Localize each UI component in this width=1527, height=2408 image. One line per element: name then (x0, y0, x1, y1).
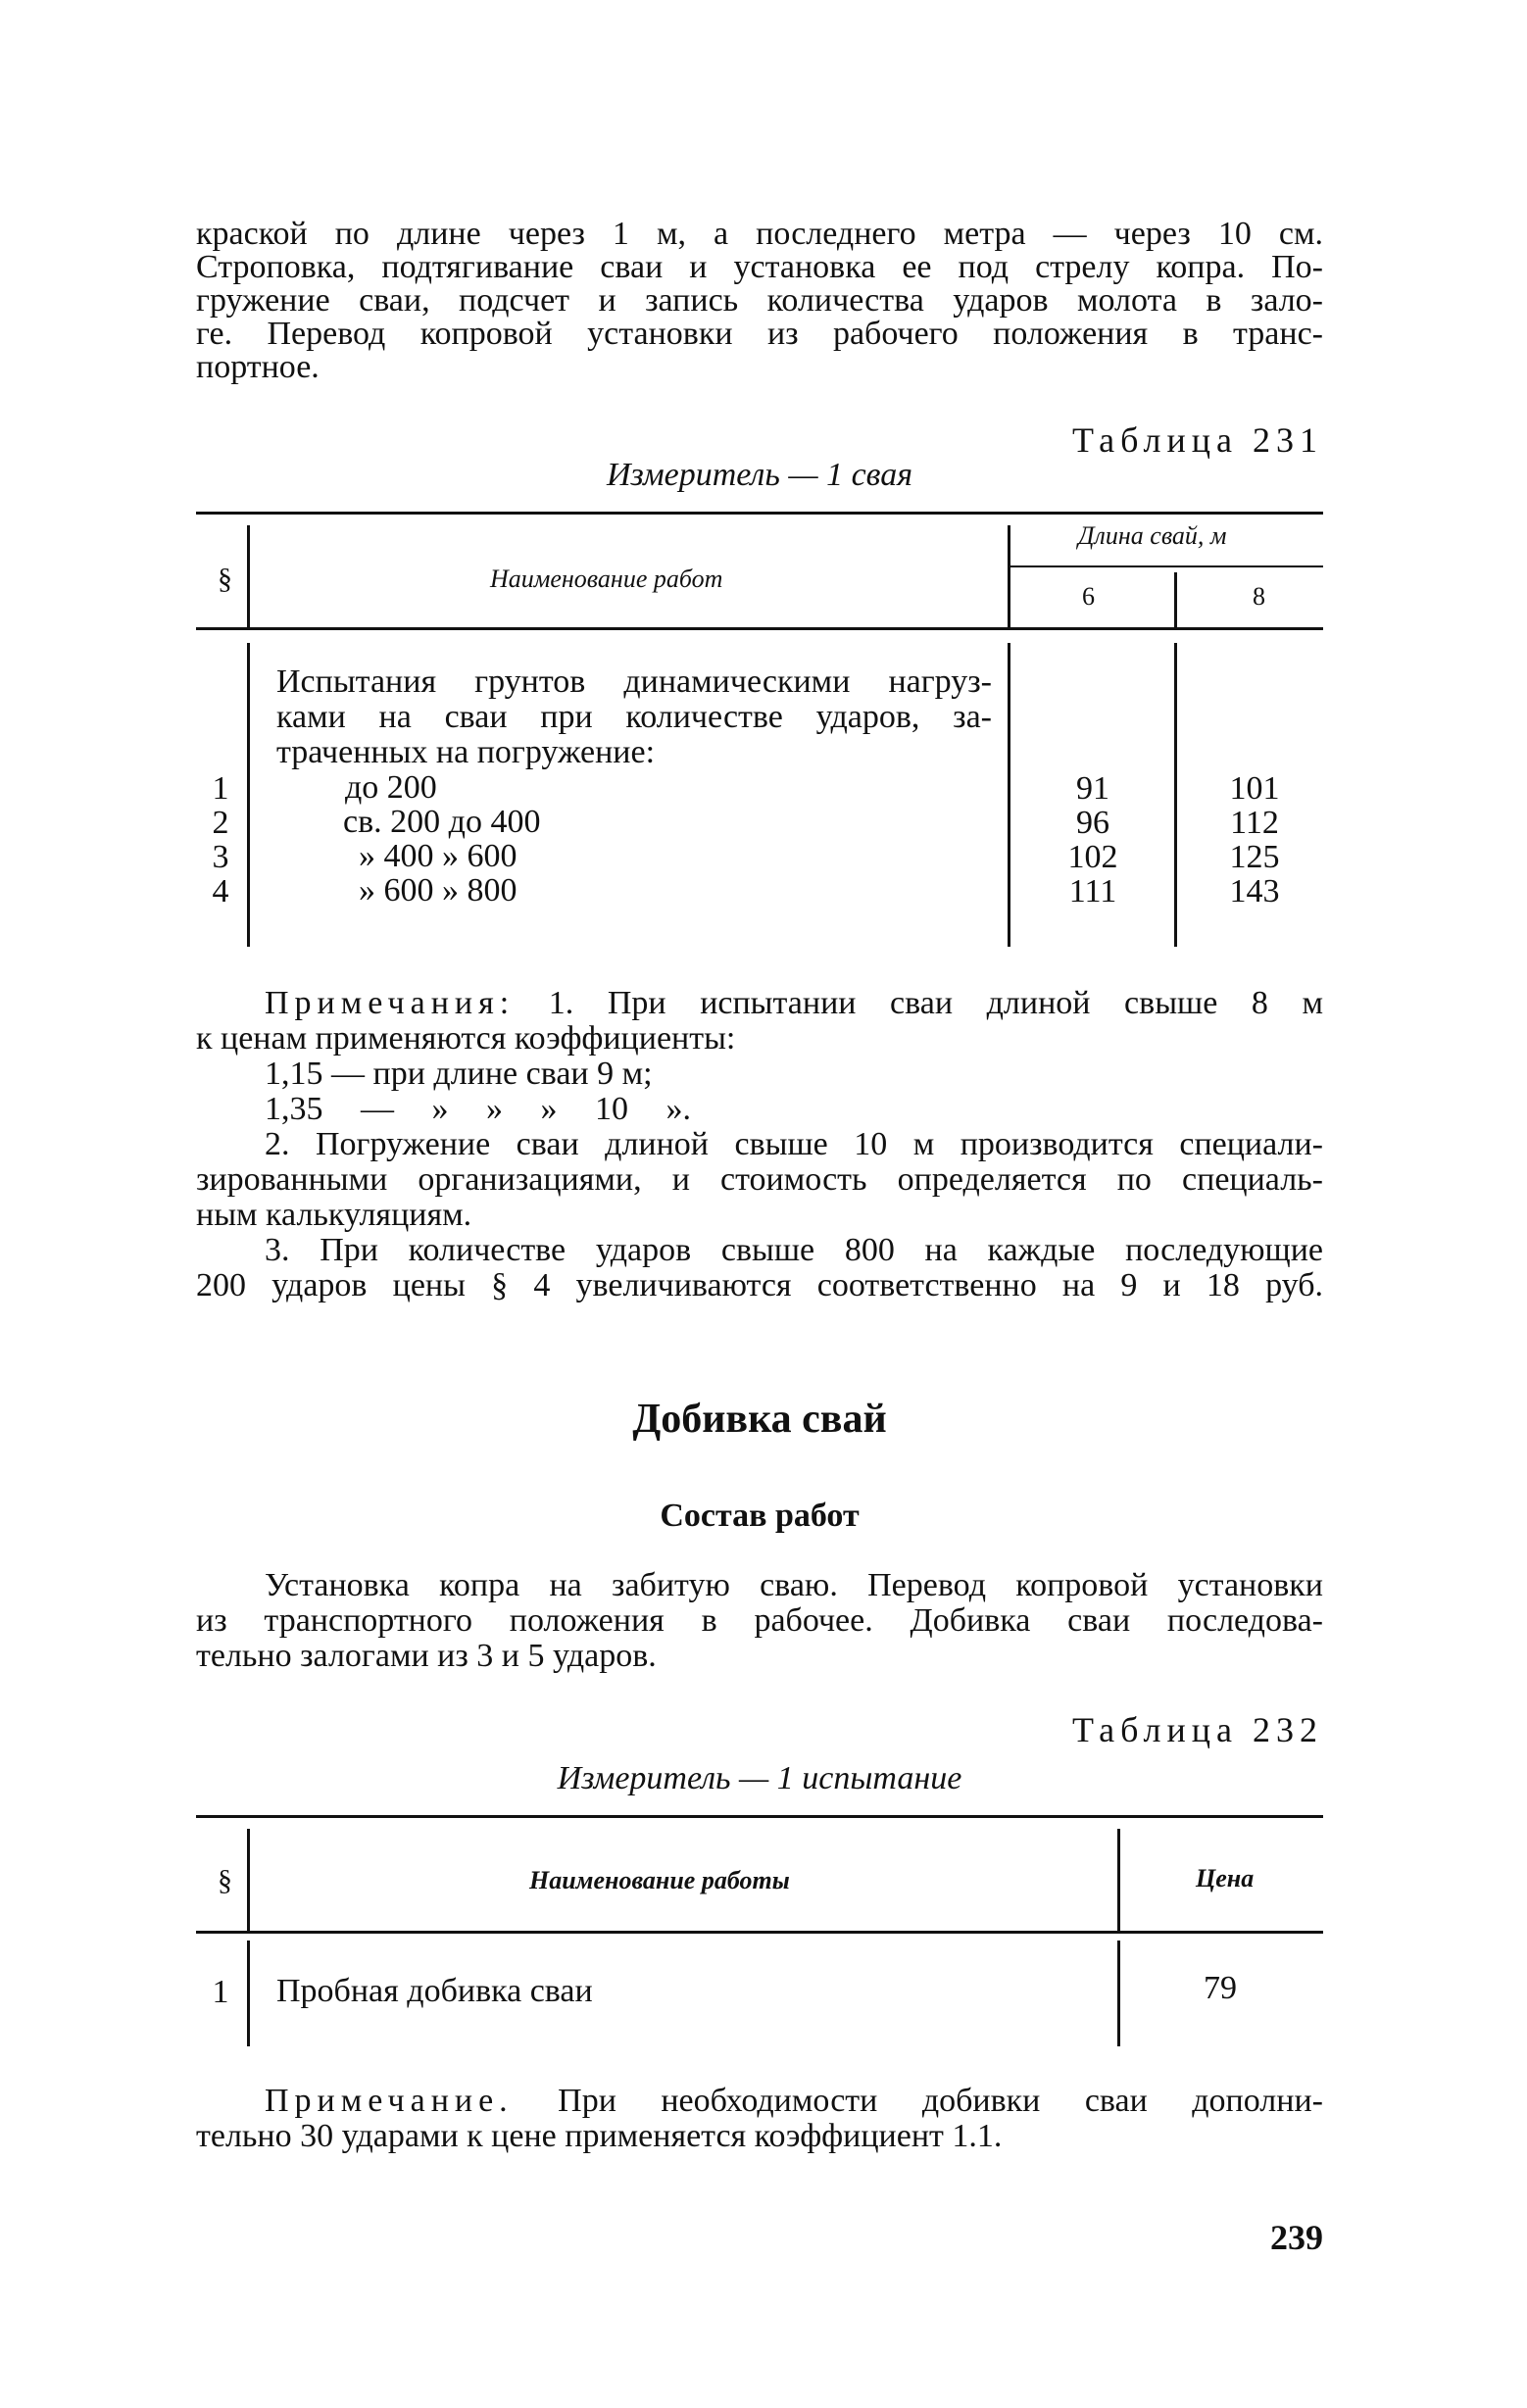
description-line: ками на сваи при количестве ударов, за- (276, 699, 992, 735)
note-text: При необходимости добивки сваи дополни- (558, 2083, 1323, 2119)
table-231-meter: Измеритель — 1 свая (606, 457, 912, 493)
row-number: 1 (212, 770, 229, 807)
note-text: 1. При испытании сваи длиной свыше 8 м (548, 985, 1324, 1021)
table-rule (196, 512, 1323, 515)
note-line: 1,15 — при длине сваи 9 м; (265, 1056, 653, 1092)
note-title: Примечание. (265, 2083, 514, 2119)
note-line (196, 2084, 1323, 2119)
table-divider (1008, 525, 1010, 627)
description-line: Испытания грунтов динамическими нагруз- (276, 663, 992, 700)
note-line: зированными организациями, и стоимость определяется по специаль- (196, 1161, 1323, 1198)
notes-title: Примечания: (265, 985, 516, 1021)
row-name: Пробная добивка сваи (276, 1973, 593, 2009)
row-name: » 400 » 600 (359, 838, 517, 874)
table-divider (1174, 572, 1177, 627)
row-value-8: 112 (1230, 805, 1279, 841)
intro-paragraph (196, 218, 1323, 384)
row-number: 2 (212, 805, 229, 841)
intro-line: Строповка, подтягивание сваи и установка ее под стрелу копра. По- (196, 249, 1323, 285)
description-line: траченных на погружение: (276, 734, 656, 770)
work-description (276, 664, 992, 770)
intro-line: ге. Перевод копровой установки из рабочего положения в транс- (196, 316, 1323, 352)
header-section-sign: § (218, 563, 232, 595)
header-price: Цена (1196, 1864, 1255, 1892)
composition-paragraph (196, 1568, 1323, 1674)
note-line: к ценам применяются коэффициенты: (196, 1020, 736, 1057)
page-number: 239 (1270, 2218, 1323, 2257)
header-pile-length: Длина свай, м (1078, 521, 1227, 550)
note-line: 2. Погружение сваи длиной свыше 10 м производится специали- (265, 1126, 1323, 1162)
row-value-6: 102 (1067, 839, 1118, 875)
row-value-8: 143 (1229, 873, 1280, 909)
table-divider (1174, 643, 1177, 947)
table-divider (247, 525, 250, 627)
table-rule (196, 1931, 1323, 1934)
row-value-6: 96 (1076, 805, 1109, 841)
table-231-label: Таблица 231 (1072, 420, 1323, 460)
table-231 (196, 512, 1323, 953)
row-number: 3 (212, 839, 229, 875)
table-divider (247, 643, 250, 947)
row-number: 1 (212, 1974, 229, 2010)
row-name: св. 200 до 400 (343, 804, 541, 840)
composition-line: тельно залогами из 3 и 5 ударов. (196, 1638, 657, 1674)
row-value-8: 101 (1229, 770, 1280, 807)
note-line: тельно 30 ударами к цене применяется коэффициент 1.1. (196, 2118, 1003, 2154)
row-price: 79 (1204, 1970, 1237, 2006)
header-work-name: Наименование работ (490, 565, 723, 593)
table-231-notes (196, 986, 1323, 1303)
row-name: до 200 (345, 769, 437, 806)
row-value-8: 125 (1229, 839, 1280, 875)
header-work-name: Наименование работы (529, 1866, 790, 1894)
table-divider (1117, 1829, 1120, 1931)
table-rule (1010, 565, 1323, 567)
section-title: Добивка свай (632, 1397, 887, 1442)
table-divider (247, 1941, 250, 2046)
composition-line: из транспортного положения в рабочее. Добивка сваи последова- (196, 1602, 1323, 1639)
intro-line: гружение сваи, подсчет и запись количества ударов молота в зало- (196, 282, 1323, 319)
subsection-title: Состав работ (660, 1498, 860, 1534)
note-line: ным калькуляциям. (196, 1197, 472, 1233)
note-line: 200 ударов цены § 4 увеличиваются соответственно на 9 и 18 руб. (196, 1267, 1323, 1303)
table-232-label: Таблица 232 (1072, 1710, 1323, 1749)
table-rule (196, 1815, 1323, 1818)
row-name: » 600 » 800 (359, 872, 517, 909)
table-232-note (196, 2084, 1323, 2154)
composition-line: Установка копра на забитую сваю. Перевод копровой установки (265, 1567, 1323, 1603)
row-value-6: 91 (1076, 770, 1109, 807)
row-number: 4 (212, 873, 229, 909)
table-rule (196, 627, 1323, 630)
table-divider (247, 1829, 250, 1931)
intro-line: краской по длине через 1 м, а последнего метра — через 10 см. (196, 216, 1323, 252)
header-col-8: 8 (1253, 582, 1265, 611)
intro-line: портное. (196, 349, 320, 385)
table-232-meter: Измеритель — 1 испытание (557, 1760, 962, 1796)
header-col-6: 6 (1082, 582, 1095, 611)
row-value-6: 111 (1068, 873, 1117, 909)
note-line (196, 986, 1323, 1021)
table-divider (1117, 1941, 1120, 2046)
note-line: 1,35 — » » » 10 ». (265, 1091, 691, 1127)
note-line: 3. При количестве ударов свыше 800 на каждые последующие (265, 1232, 1323, 1268)
table-232 (196, 1815, 1323, 2050)
header-section-sign: § (218, 1864, 232, 1896)
table-divider (1008, 643, 1010, 947)
